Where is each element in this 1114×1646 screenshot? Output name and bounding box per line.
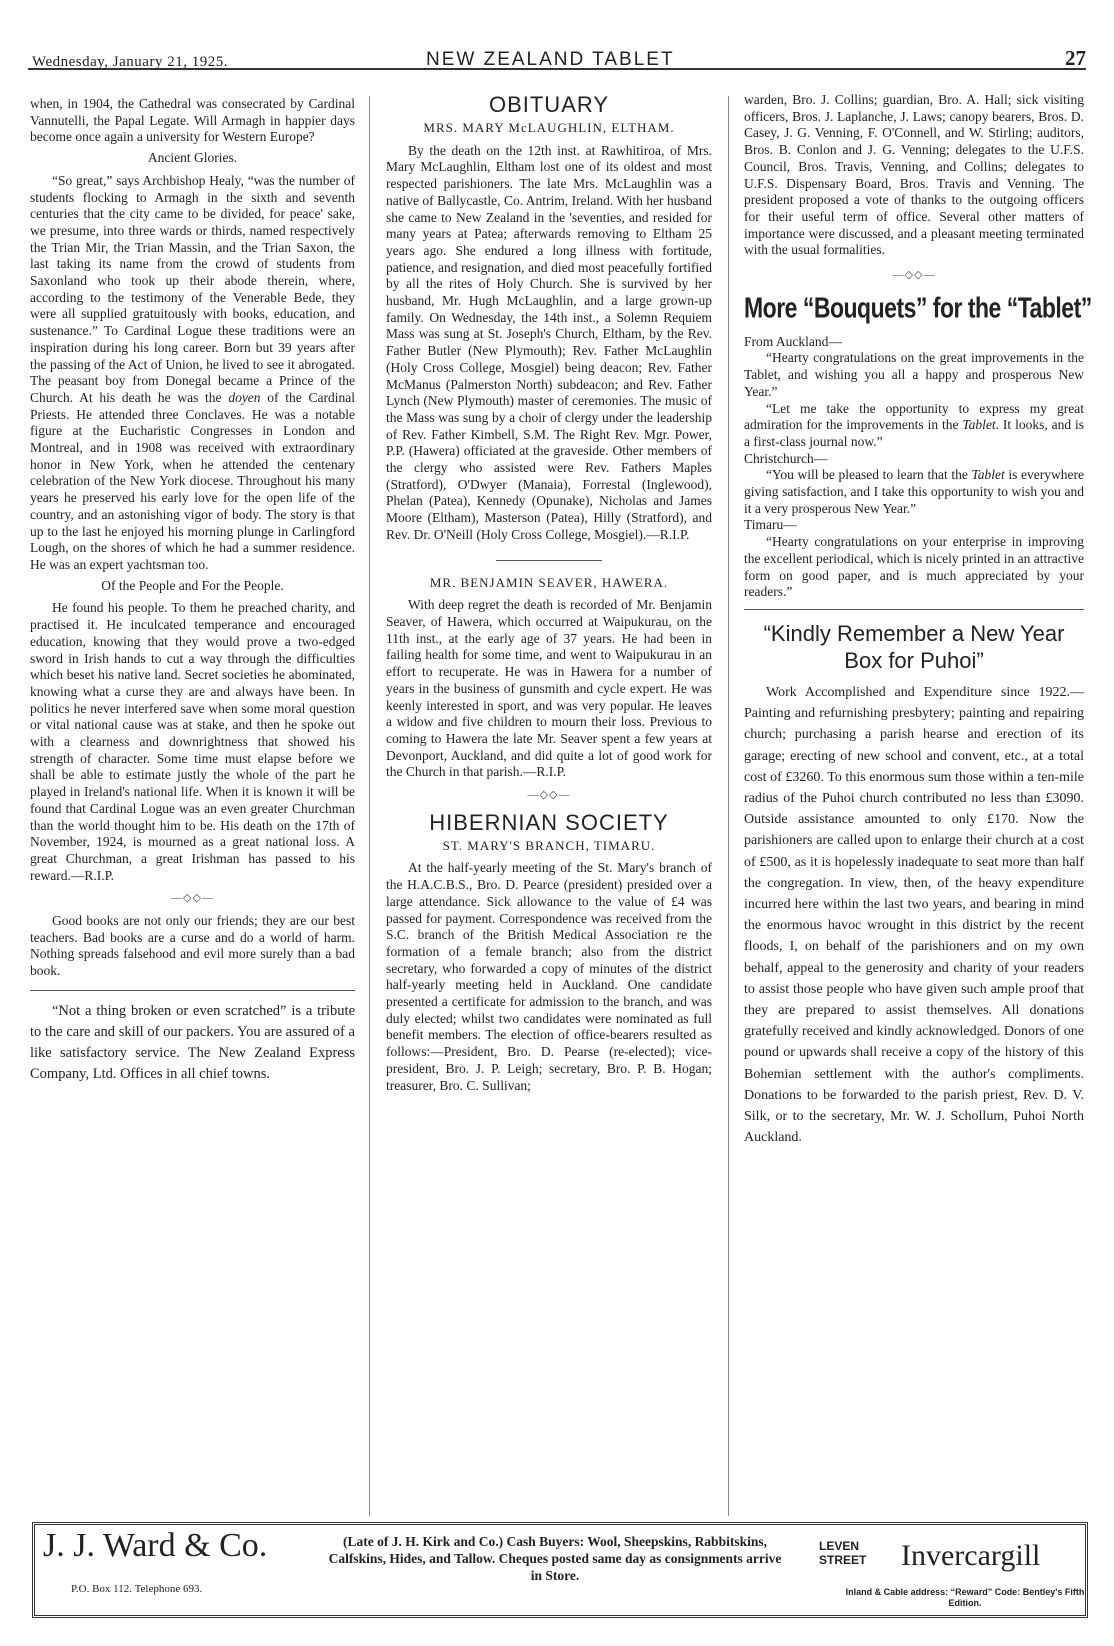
masthead-title: NEW ZEALAND TABLET: [426, 49, 675, 70]
obituary-heading: OBITUARY: [488, 92, 610, 117]
letter-source: Timaru—: [744, 517, 797, 533]
express-company-notice: “Not a thing broken or even scratched” is a tribute to the care and skill of our packers. You are assured of a like satisfactory service. The New Zealand Express Company, Ltd. Offices in all chief towns.: [30, 1002, 355, 1082]
ornament-divider: —◇◇—: [527, 789, 571, 802]
advertiser-name: J. J. Ward & Co.: [43, 1527, 268, 1564]
column-divider: [728, 96, 729, 1516]
horizontal-rule: [496, 560, 602, 561]
column-divider: [369, 96, 370, 1516]
article-paragraph: warden, Bro. J. Collins; guardian, Bro. A. Hall; sick visiting officers, Bros. J. Laplanche, J. Laws; canopy bearers, Bros. D. Casey, J. G. Venning, F. O'Connell, and W. Stirling; auditors, Bros. B. Conlon and J. G. Venning; delegates to the U.F.S. Council, Bros. Travis, Venning, and Collins; delegates to U.F.S. Dispensary Board, Bros. Travis and Venning. The president proposed a vote of thanks to the outgoing officers for their useful term of office. Several other matters of importance were discussed, and a pleasant meeting terminated with the usual formalities.: [744, 92, 1084, 258]
bouquets-heading: More “Bouquets” for the “Tablet”: [744, 290, 1092, 324]
ward-advertisement: [32, 1522, 1088, 1618]
horizontal-rule: [744, 609, 1084, 610]
filler-paragraph: Good books are not only our friends; they are our best teachers. Bad books are a curse and do a world of harm. Nothing spreads falsehood and evil more surely than a bad book.: [30, 913, 355, 979]
testimonial-quote: “Hearty congratulations on your enterprise in improving the excellent periodical, which is nicely printed in an attractive form on good paper, and is much appreciated by your readers.”: [744, 534, 1084, 600]
advertiser-street: LEVEN STREET: [819, 1539, 867, 1567]
ornament-divider: —◇◇—: [892, 269, 936, 282]
page-number: 27: [1065, 46, 1086, 70]
horizontal-rule: [30, 990, 355, 991]
obituary-subheading: MRS. MARY McLAUGHLIN, ELTHAM.: [423, 120, 675, 135]
advertisement-body: (Late of J. H. Kirk and Co.) Cash Buyers: Wool, Sheepskins, Rabbitskins, Calfskins, Hides, and Tallow. Cheques posted same day as consignments arrive in Store.: [328, 1534, 782, 1583]
article-paragraph: With deep regret the death is recorded of Mr. Benjamin Seaver, of Hawera, which occurred at Waipukurau, on the 11th inst., at the early age of 37 years. He had been in failing health for some time, and went to Waipukurau in an effort to recuperate. He was in Hawera for a number of years in the business of gunsmith and cycle expert. He was keenly interested in sport, and was very popular. He leaves a widow and five children to mourn their loss. Previous to coming to Hawera the late Mr. Seaver spent a few years at Devonport, Auckland, and did quite a lot of good work for the Church in that parish.—R.I.P.: [386, 597, 712, 780]
obituary-subheading: MR. BENJAMIN SEAVER, HAWERA.: [429, 574, 669, 590]
advertiser-contact: P.O. Box 112. Telephone 693.: [71, 1583, 203, 1595]
society-subheading: ST. MARY'S BRANCH, TIMARU.: [442, 837, 656, 853]
cable-address: Inland & Cable address: “Reward” Code: Bentley's Fifth Edition.: [845, 1587, 1085, 1608]
column-3: [744, 92, 1092, 1148]
issue-date: Wednesday, January 21, 1925.: [32, 54, 228, 70]
puhoi-appeal-heading: “Kindly Remember a New Year Box for Puhoi”: [763, 620, 1065, 673]
page-header: [28, 40, 1086, 70]
letter-source: Christchurch—: [744, 450, 828, 466]
article-paragraph: “So great,” says Archbishop Healy, “was the number of students flocking to Armagh in the sixth and seventh centuries that the city came to be divided, for peace' sake, we presume, into three wards or thirds, named respectively the Trian Mir, the Trian Massin, and the Trian Saxon, the last taking its name from the crowd of students from Saxonland who took up their abode therein, where, according to the testimony of the Venerable Bede, they were all supplied gratuitously with books, education, and sustenance.” To Cardinal Logue these traditions were an inspiration during his long career. Born but 39 years after the passing of the Act of Union, he lived to see it abrogated. The peasant boy from Donegal became a Prince of the Church. At his death he was the doyen of the Cardinal Priests. He attended three Conclaves. He was a notable figure at the Eucharistic Congresses in London and Montreal, and in 1908 was received with extraordinary honor in New York, when he attended the centenary celebration of the New York diocese. Throughout his many years he preserved his early love for the open life of the country, and an astonishing vigor of body. The story is that up to the last he enjoyed his morning plunge in Carlingford Lough, on the shores of which he had a summer residence. He was an expert yachtsman too.: [30, 172, 356, 572]
society-heading: HIBERNIAN SOCIETY: [429, 809, 669, 835]
column-2: [386, 92, 712, 1094]
article-paragraph: By the death on the 12th inst. at Rawhitiroa, of Mrs. Mary McLaughlin, Eltham lost one of its oldest and most respected parishioners. The late Mrs. McLaughlin was a native of Ballycastle, Co. Antrim, Ireland. With her husband she came to New Zealand in the 'seventies, and resided for many years at Patea; afterwards removing to Eltham 25 years ago. She endured a long illness with fortitude, patience, and resignation, and died most peacefully fortified by all the rites of Holy Church. She is survived by her husband, Mr. Hugh McLaughlin, and a large grown-up family. On Wednesday, the 14th inst., a Solemn Requiem Mass was sung at St. Joseph's Church, Eltham, by the Rev. Father Butler (New Plymouth); Rev. Father McLaughlin (Holy Cross College, Mosgiel) being deacon; Rev. Father McManus (Palmerston North) subdeacon; and Rev. Father Lynch (New Plymouth) master of ceremonies. The music of the Mass was sung by a choir of clergy under the leadership of Rev. Father Kimbell, S.M. The Right Rev. Mgr. Power, P.P. (Hawera) officiated at the graveside. Other members of the clergy who assisted were Rev. Fathers Maples (Stratford), O'Dwyer (Manaia), Forrestal (Inglewood), Phelan (Patea), Kennedy (Opunake), Nicholas and James Moore (Eltham), Masterson (Patea), Hilly (Stratford), and Rev. Dr. O'Neill (Holy Cross College, Mosgiel).—R.I.P.: [386, 142, 712, 542]
ornament-divider: —◇◇—: [171, 892, 214, 905]
column-1: [30, 96, 355, 1085]
testimonial-quote: “Let me take the opportunity to express my great admiration for the improvements in the Tablet. It looks, and is a first-class journal now.”: [744, 400, 1085, 449]
puhoi-appeal-text: Work Accomplished and Expenditure since 1922.—Painting and refurnishing presbytery; painting and repairing church; purchasing a parish hearse and erection of its garage; erecting of new school and convent, etc., at a total cost of £3260. To this enormous sum those within a ten-mile radius of the Puhoi church contributed no less than £3090. Outside assistance amounted to only £170. Now the parishioners are called upon to enlarge their church at a cost of £500, as it is hopelessly inadequate to seat more than half the congregation. In view, then, of the heavy expenditure incurred here within the last two years, and bearing in mind the enormous havoc wrought in this district by the recent floods, I, on behalf of the parishioners and on my own behalf, appeal to the generosity and charity of your readers to assist those people who have given such ample proof that they are prepared to assist themselves. All donations gratefully received and kindly acknowledged. Donors of one pound or upwards shall receive a copy of the history of this Bohemian settlement with the author's compliments. Donations to be forwarded to the parish priest, Rev. D. V. Silk, or to the secretary, Mr. W. J. Schollum, Puhoi North Auckland.: [744, 684, 1084, 1146]
testimonial-quote: “Hearty congratulations on the great improvements in the Tablet, and wishing you all a happy and prosperous New Year.”: [744, 350, 1084, 399]
subheading: Ancient Glories.: [147, 150, 238, 166]
testimonial-quote: “You will be pleased to learn that the Tablet is everywhere giving satisfaction, and I take this opportunity to wish you and it a very prosperous New Year.”: [744, 467, 1085, 516]
letter-source: From Auckland—: [744, 333, 842, 349]
article-paragraph: when, in 1904, the Cathedral was consecrated by Cardinal Vannutelli, the Papal Legate. Will Armagh in happier days become once again a university for Western Europe?: [30, 96, 355, 145]
article-paragraph: At the half-yearly meeting of the St. Mary's branch of the H.A.C.B.S., Bro. D. Pearce (president) presided over a large attendance. Sick allowance to the value of £4 was passed for payment. Correspondence was received from the S.C. branch of the British Medical Association re the formation of a female branch; also from the district secretary, who forwarded a copy of minutes of the district half-yearly meeting held in Auckland. One candidate presented a certificate for admission to the branch, and was duly elected; whilst two candidates were nominated as full benefit members. The election of office-bearers resulted as follows:—President, Bro. D. Pearse (re-elected); vice-president, Bro. J. P. Leigh; secretary, Bro. P. B. Hogan; treasurer, Bro. C. Sullivan;: [386, 860, 712, 1093]
article-paragraph: He found his people. To them he preached charity, and practised it. He inculcated temperance and encouraged education, knowing that they would prove a two-edged sword in Irish hands to cut a way through the difficulties which beset his native land. Secret societies he abominated, knowing what a curse they are and always have been. In politics he never interfered save when some moral question or vital national cause was at stake, and then he spoke out with a clearness and downrightness that showed his strength of character. Some time must elapse before we shall be able to estimate justly the whole of the part he played in Ireland's national life. When it is known it will be found that Cardinal Logue was an even greater Churchman than the world thought him to be. His death on the 17th of November, 1924, is mourned as a great national loss. A great Churchman, a great Irishman has passed to his reward.—R.I.P.: [30, 600, 355, 883]
subheading: Of the People and For the People.: [101, 577, 284, 593]
advertiser-city: Invercargill: [901, 1539, 1041, 1572]
